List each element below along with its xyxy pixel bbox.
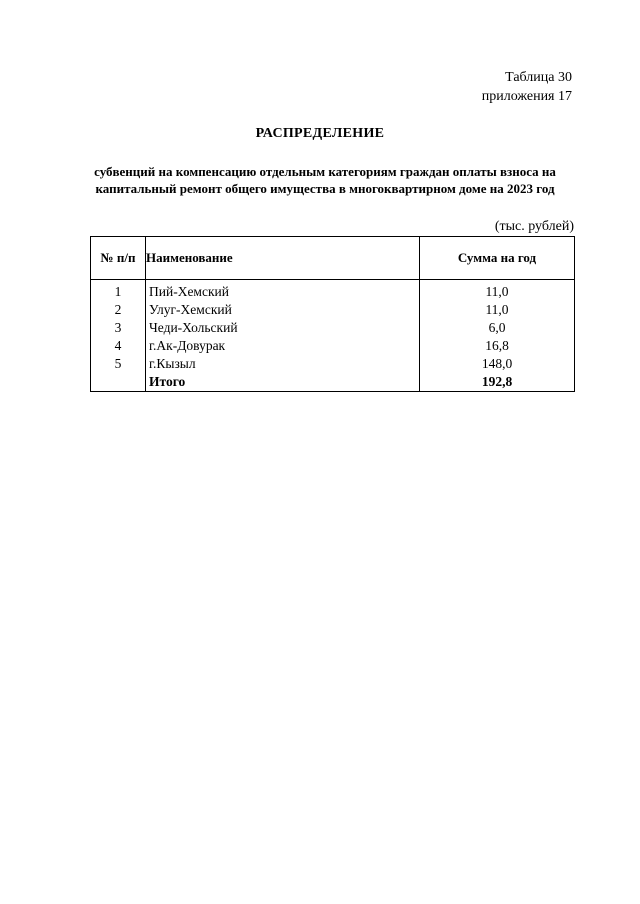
row-sum: 16,8 — [420, 337, 575, 355]
row-name: г.Ак-Довурак — [146, 337, 420, 355]
row-number: 4 — [91, 337, 146, 355]
total-label: Итого — [146, 373, 420, 392]
table-row — [91, 337, 575, 355]
row-sum: 148,0 — [420, 355, 575, 373]
row-number: 5 — [91, 355, 146, 373]
row-number: 1 — [91, 280, 146, 302]
table-number: Таблица 30 — [505, 70, 572, 85]
column-header-name: Наименование — [146, 237, 420, 280]
total-sum: 192,8 — [420, 373, 575, 392]
total-number — [91, 373, 146, 392]
document-subtitle — [80, 163, 570, 197]
appendix-number: приложения 17 — [481, 89, 572, 104]
document-title: РАСПРЕДЕЛЕНИЕ — [255, 126, 385, 141]
subtitle-line-1: субвенций на компенсацию отдельным категориям граждан оплаты взноса на — [94, 164, 556, 179]
column-header-sum: Сумма на год — [420, 237, 575, 280]
subtitle-line-2: капитальный ремонт общего имущества в многоквартирном доме на 2023 год — [95, 181, 555, 196]
row-number: 3 — [91, 319, 146, 337]
table-header-row — [91, 237, 575, 280]
row-sum: 11,0 — [420, 301, 575, 319]
row-name: г.Кызыл — [146, 355, 420, 373]
distribution-table — [90, 236, 575, 392]
row-sum: 6,0 — [420, 319, 575, 337]
row-name: Пий-Хемский — [146, 280, 420, 302]
total-row — [91, 373, 575, 392]
column-header-number: № п/п — [91, 237, 146, 280]
document-reference — [482, 68, 572, 106]
table-row — [91, 301, 575, 319]
units-label: (тыс. рублей) — [494, 219, 574, 234]
row-sum: 11,0 — [420, 280, 575, 302]
row-name: Чеди-Хольский — [146, 319, 420, 337]
row-number: 2 — [91, 301, 146, 319]
table-row — [91, 355, 575, 373]
row-name: Улуг-Хемский — [146, 301, 420, 319]
table-row — [91, 280, 575, 302]
table-row — [91, 319, 575, 337]
